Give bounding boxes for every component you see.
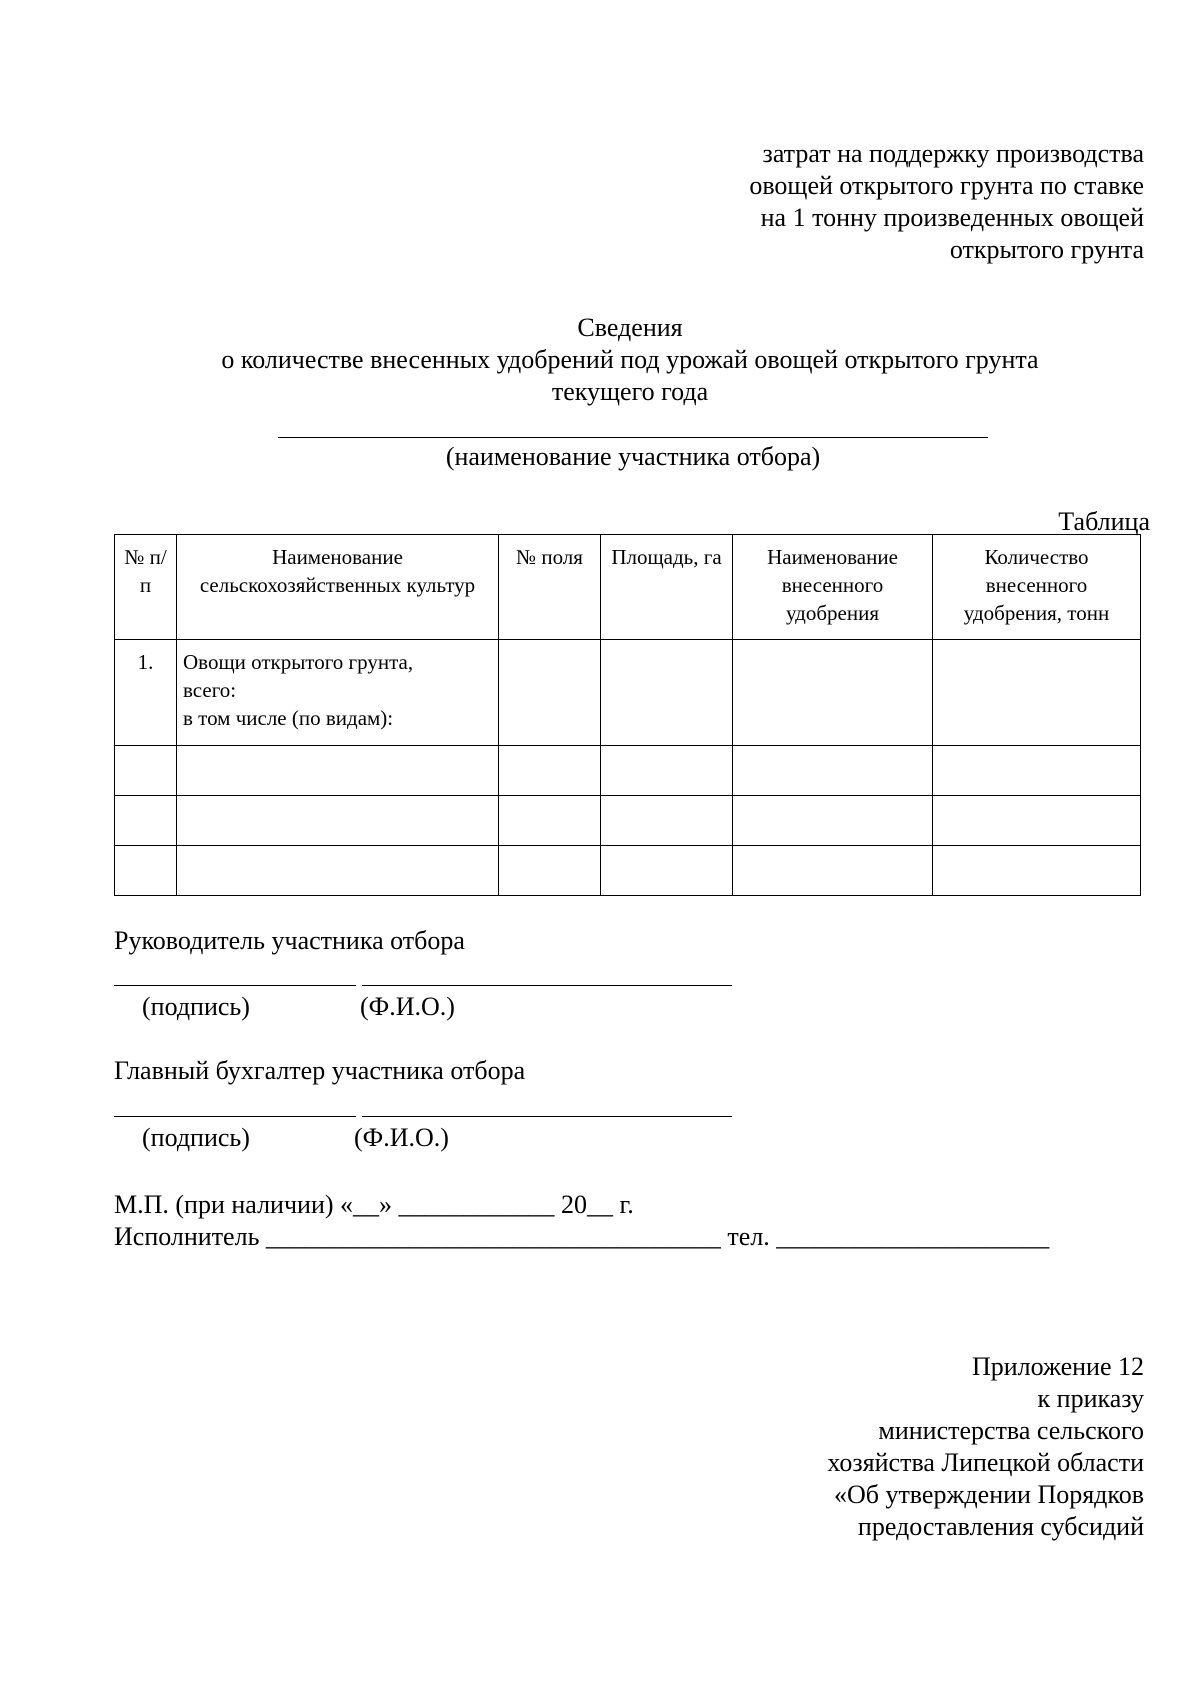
table-cell[interactable] — [733, 796, 933, 846]
table-cell[interactable] — [115, 746, 177, 796]
table-cell[interactable] — [933, 796, 1141, 846]
table-cell[interactable] — [499, 640, 601, 746]
header-block — [544, 138, 1144, 266]
column-header: Наименование сельскохозяйственных культур — [177, 535, 499, 640]
column-header: Наименование внесенного удобрения — [733, 535, 933, 640]
table-row — [115, 846, 1141, 896]
table-cell[interactable] — [601, 846, 733, 896]
table-row — [115, 640, 1141, 746]
title-line: текущего года — [551, 377, 709, 406]
table-cell[interactable] — [115, 846, 177, 896]
accountant-fio-line — [362, 1116, 732, 1117]
participant-name-line — [278, 437, 988, 438]
executor-line: Исполнитель ___________________________________ тел. _____________________ — [114, 1222, 1050, 1251]
crop-name-line: всего: — [183, 678, 237, 702]
header-line: на 1 тонну произведенных овощей — [760, 203, 1144, 232]
appendix-line: предоставления субсидий — [857, 1512, 1144, 1541]
appendix-line: хозяйства Липецкой области — [827, 1448, 1144, 1477]
appendix-line: министерства сельского — [878, 1416, 1144, 1445]
title-heading: Сведения — [577, 313, 683, 342]
table-cell[interactable] — [177, 796, 499, 846]
header-line: овощей открытого грунта по ставке — [749, 171, 1144, 200]
table-cell[interactable] — [933, 640, 1141, 746]
table-cell[interactable] — [499, 846, 601, 896]
fertilizer-table — [114, 534, 1141, 896]
table-cell[interactable] — [933, 746, 1141, 796]
accountant-sign-label: (подпись) — [142, 1123, 250, 1152]
row-number: 1. — [115, 640, 177, 746]
head-signature-line — [114, 985, 356, 986]
head-title: Руководитель участника отбора — [114, 926, 465, 955]
accountant-signature-line — [114, 1116, 356, 1117]
crop-name-line: в том числе (по видам): — [183, 706, 394, 730]
head-sign-label: (подпись) — [142, 992, 250, 1021]
table-cell[interactable] — [733, 640, 933, 746]
table-cell[interactable] — [177, 746, 499, 796]
column-header: № п/п — [115, 535, 177, 640]
appendix-line: «Об утверждении Порядков — [833, 1480, 1144, 1509]
header-line: открытого грунта — [949, 235, 1144, 264]
table-cell[interactable] — [733, 846, 933, 896]
table-cell[interactable] — [499, 796, 601, 846]
table-cell[interactable] — [115, 796, 177, 846]
title-line: о количестве внесенных удобрений под урожай овощей открытого грунта — [221, 345, 1039, 374]
table-row — [115, 796, 1141, 846]
head-fio-label: (Ф.И.О.) — [360, 992, 455, 1021]
table-cell[interactable] — [601, 640, 733, 746]
table-cell[interactable] — [933, 846, 1141, 896]
crop-name-cell — [177, 640, 499, 746]
table-label: Таблица — [1058, 507, 1150, 536]
table-header-row — [115, 535, 1141, 640]
appendix-line: к приказу — [1037, 1384, 1144, 1413]
table-cell[interactable] — [499, 746, 601, 796]
appendix-block — [544, 1351, 1144, 1543]
accountant-title: Главный бухгалтер участника отбора — [114, 1056, 526, 1085]
column-header: Количество внесенного удобрения, тонн — [933, 535, 1141, 640]
table-cell[interactable] — [733, 746, 933, 796]
column-header: № поля — [499, 535, 601, 640]
table-cell[interactable] — [177, 846, 499, 896]
head-fio-line — [362, 985, 732, 986]
stamp-date-line: М.П. (при наличии) «__» ____________ 20__ г. — [114, 1190, 634, 1219]
header-line: затрат на поддержку производства — [762, 139, 1144, 168]
crop-name-line: Овощи открытого грунта, — [183, 650, 414, 674]
document-title — [0, 312, 1200, 408]
accountant-fio-label: (Ф.И.О.) — [354, 1123, 449, 1152]
participant-caption: (наименование участника отбора) — [445, 442, 821, 471]
table-row — [115, 746, 1141, 796]
column-header: Площадь, га — [601, 535, 733, 640]
table-cell[interactable] — [601, 746, 733, 796]
table-cell[interactable] — [601, 796, 733, 846]
appendix-line: Приложение 12 — [971, 1352, 1144, 1381]
